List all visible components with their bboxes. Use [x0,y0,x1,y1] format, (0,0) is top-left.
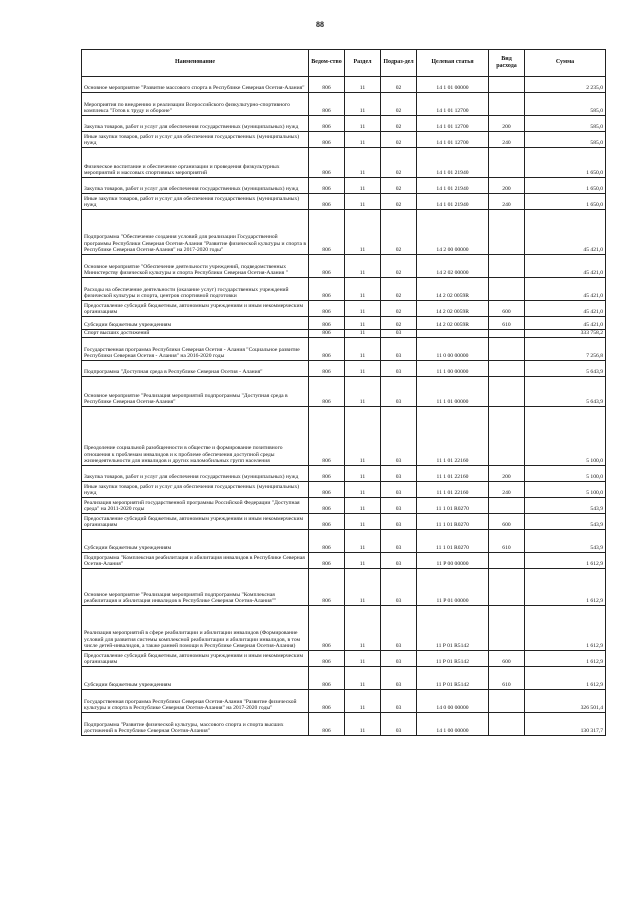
table-row [82,93,606,116]
row-dept: 806 [309,466,345,482]
row-section: 11 [345,361,381,377]
row-article: 14 1 01 00000 [417,77,489,93]
row-sum: 5 643,9 [525,377,606,407]
row-sum: 543,9 [525,498,606,514]
table-row [82,116,606,132]
row-expense: 240 [489,132,525,148]
row-section: 11 [345,77,381,93]
budget-table [81,49,606,736]
row-sum: 45 421,0 [525,255,606,278]
row-dept: 806 [309,407,345,466]
row-expense: 610 [489,317,525,330]
table-row [82,210,606,255]
row-subsection: 02 [381,301,417,317]
row-expense [489,690,525,713]
row-subsection: 03 [381,569,417,606]
row-subsection: 03 [381,553,417,569]
row-article: 11 P 00 00000 [417,553,489,569]
row-expense [489,361,525,377]
row-subsection: 02 [381,255,417,278]
row-article: 14 2 02 0059R [417,301,489,317]
row-sum: 45 421,0 [525,210,606,255]
row-section: 11 [345,651,381,667]
row-sum: 5 643,9 [525,361,606,377]
row-subsection: 03 [381,690,417,713]
row-article: 14 2 02 00000 [417,255,489,278]
table-row [82,338,606,361]
table-row [82,148,606,178]
row-expense: 600 [489,301,525,317]
table-row [82,667,606,690]
row-name: Подпрограмма "Доступная среда в Республике Северная Осетия - Алания" [82,361,309,377]
row-dept: 806 [309,498,345,514]
row-expense: 600 [489,514,525,530]
row-article [417,330,489,338]
row-article: 14 2 00 00000 [417,210,489,255]
row-dept: 806 [309,606,345,651]
row-section: 11 [345,330,381,338]
row-expense [489,77,525,93]
row-subsection: 02 [381,132,417,148]
table-row [82,690,606,713]
row-dept: 806 [309,713,345,736]
row-name: Подпрограмма "Развитие физической культуры, массового спорта и спорта высших достижений в Республике Северная Осетия-Алания" [82,713,309,736]
table-row [82,553,606,569]
row-subsection: 03 [381,330,417,338]
row-name: Иные закупки товаров, работ и услуг для обеспечения государственных (муниципальных) нужд [82,194,309,210]
row-dept: 806 [309,361,345,377]
row-section: 11 [345,690,381,713]
table-row [82,530,606,553]
row-dept: 806 [309,278,345,301]
row-expense [489,255,525,278]
row-sum: 45 421,0 [525,278,606,301]
row-subsection: 03 [381,361,417,377]
row-expense [489,407,525,466]
table-row [82,278,606,301]
row-article: 11 1 00 00000 [417,361,489,377]
row-subsection: 03 [381,667,417,690]
row-section: 11 [345,93,381,116]
table-row [82,713,606,736]
table-row [82,361,606,377]
row-section: 11 [345,116,381,132]
row-expense: 610 [489,530,525,553]
table-row [82,569,606,606]
row-dept: 806 [309,116,345,132]
row-sum: 1 612,9 [525,667,606,690]
row-article: 11 1 01 R0270 [417,514,489,530]
row-expense [489,148,525,178]
table-row [82,77,606,93]
row-dept: 806 [309,690,345,713]
row-name: Государственная программа Республики Северная Осетия-Алания "Развитие физической культуры и спорта в Республике Северная Осетия-Алания" на 2017-2020 годы" [82,690,309,713]
table-row [82,178,606,194]
row-section: 11 [345,530,381,553]
row-sum: 543,9 [525,514,606,530]
table-row [82,377,606,407]
row-subsection: 02 [381,317,417,330]
row-expense [489,569,525,606]
header-sum: Сумма [525,50,606,77]
row-name: Иные закупки товаров, работ и услуг для обеспечения государственных (муниципальных) нужд [82,132,309,148]
row-name: Закупка товаров, работ и услуг для обеспечения государственных (муниципальных) нужд [82,178,309,194]
row-article: 11 0 00 00000 [417,338,489,361]
row-name: Иные закупки товаров, работ и услуг для обеспечения государственных (муниципальных) нужд [82,482,309,498]
row-article: 14 1 01 12700 [417,132,489,148]
row-name: Подпрограмма "Комплексная реабилитация и абилитация инвалидов в Республике Северная Осетия-Алания" [82,553,309,569]
row-article: 11 1 01 22160 [417,466,489,482]
row-article: 14 1 01 21940 [417,148,489,178]
row-section: 11 [345,482,381,498]
row-sum: 5 100,0 [525,407,606,466]
row-name: Государственная программа Республики Северная Осетия - Алания "Социальное развитие Республики Северная Осетия - Алания" на 2016-2020 годы [82,338,309,361]
row-sum: 326 501,4 [525,690,606,713]
row-sum: 585,0 [525,132,606,148]
row-dept: 806 [309,178,345,194]
row-name: Предоставление субсидий бюджетным, автономным учреждениям и иным некоммерческим организациям [82,301,309,317]
row-section: 11 [345,569,381,606]
row-name: Субсидии бюджетным учреждениям [82,667,309,690]
row-expense [489,498,525,514]
row-subsection: 03 [381,651,417,667]
row-expense: 200 [489,178,525,194]
row-sum: 543,9 [525,530,606,553]
row-expense: 200 [489,466,525,482]
header-name: Наименование [82,50,309,77]
row-name: Субсидии бюджетным учреждениям [82,317,309,330]
row-subsection: 03 [381,466,417,482]
row-expense [489,606,525,651]
row-dept: 806 [309,569,345,606]
row-name: Основное мероприятие "Реализация мероприятий подпрограммы "Комплексная реабилитация и абилитация инвалидов в Республике Северная Осетия-Алания"" [82,569,309,606]
row-subsection: 03 [381,377,417,407]
header-dept: Ведом-ство [309,50,345,77]
row-name: Физическое воспитание и обеспечение организации и проведения физкультурных мероприятий и массовых спортивных мероприятий [82,148,309,178]
row-article: 11 1 01 R0270 [417,530,489,553]
row-subsection: 03 [381,482,417,498]
row-dept: 806 [309,482,345,498]
row-section: 11 [345,466,381,482]
row-dept: 806 [309,93,345,116]
row-article: 14 1 01 21940 [417,194,489,210]
row-article: 14 1 01 12700 [417,93,489,116]
row-dept: 806 [309,330,345,338]
row-dept: 806 [309,194,345,210]
table-row [82,194,606,210]
row-dept: 806 [309,317,345,330]
row-section: 11 [345,377,381,407]
row-dept: 806 [309,667,345,690]
row-expense: 600 [489,651,525,667]
row-name: Субсидии бюджетным учреждениям [82,530,309,553]
row-expense: 240 [489,194,525,210]
row-section: 11 [345,178,381,194]
row-name: Основное мероприятие "Реализация мероприятий подпрограммы "Доступная среда в Республике Северная Осетия-Алания" [82,377,309,407]
row-sum: 333 758,2 [525,330,606,338]
table-row [82,317,606,330]
row-section: 11 [345,667,381,690]
row-dept: 806 [309,553,345,569]
row-sum: 1 650,0 [525,178,606,194]
table-row [82,606,606,651]
row-name: Реализация мероприятий в сфере реабилитации и абилитации инвалидов (Формирование условий для развития системы комплексной реабилитации и абилитации инвалидов, в том числе детей-инвалидов, а также ранней помощи в Республике Северная Осетия-Алания) [82,606,309,651]
row-expense [489,210,525,255]
row-dept: 806 [309,132,345,148]
row-name: Основное мероприятие "Развитие массового спорта в Республике Северная Осетия-Алания" [82,77,309,93]
row-name: Предоставление субсидий бюджетным, автономным учреждениям и иным некоммерческим организациям [82,514,309,530]
row-name: Закупка товаров, работ и услуг для обеспечения государственных (муниципальных) нужд [82,116,309,132]
row-subsection: 03 [381,713,417,736]
row-subsection: 02 [381,116,417,132]
table-row [82,498,606,514]
row-dept: 806 [309,255,345,278]
row-article: 11 1 01 R0270 [417,498,489,514]
row-article: 11 P 01 00000 [417,569,489,606]
row-article: 11 P 01 R5142 [417,606,489,651]
row-article: 11 P 01 R5142 [417,667,489,690]
row-sum: 585,0 [525,93,606,116]
table-row [82,255,606,278]
row-subsection: 02 [381,210,417,255]
row-expense: 610 [489,667,525,690]
table-row [82,301,606,317]
row-section: 11 [345,148,381,178]
row-dept: 806 [309,338,345,361]
row-name: Реализация мероприятий государственной программы Российской Федерации "Доступная среда" на 2011-2020 годы [82,498,309,514]
row-subsection: 02 [381,148,417,178]
row-section: 11 [345,278,381,301]
row-name: Закупка товаров, работ и услуг для обеспечения государственных (муниципальных) нужд [82,466,309,482]
row-sum: 7 256,8 [525,338,606,361]
row-section: 11 [345,514,381,530]
row-name: Подпрограмма "Обеспечение создания условий для реализации Государственной программы Республики Северная Осетия-Алания "Развитие физической культуры и спорта в Республике Северная Осетия-Алания" на 2017-2020 годы" [82,210,309,255]
row-name: Мероприятия по внедрению и реализации Всероссийского физкультурно-спортивного комплекса "Готов к труду и обороне" [82,93,309,116]
row-subsection: 03 [381,407,417,466]
row-expense: 240 [489,482,525,498]
row-subsection: 03 [381,606,417,651]
row-expense [489,713,525,736]
row-sum: 1 650,0 [525,194,606,210]
row-section: 11 [345,210,381,255]
row-expense: 200 [489,116,525,132]
row-section: 11 [345,301,381,317]
row-section: 11 [345,255,381,278]
row-section: 11 [345,498,381,514]
row-article: 14 2 02 0059R [417,317,489,330]
row-dept: 806 [309,210,345,255]
row-section: 11 [345,317,381,330]
row-sum: 1 612,9 [525,553,606,569]
row-sum: 2 235,0 [525,77,606,93]
row-subsection: 02 [381,194,417,210]
row-sum: 5 100,0 [525,466,606,482]
row-dept: 806 [309,514,345,530]
row-sum: 45 421,0 [525,317,606,330]
row-subsection: 03 [381,338,417,361]
row-section: 11 [345,132,381,148]
row-article: 14 1 01 21940 [417,178,489,194]
table-row [82,466,606,482]
row-dept: 806 [309,301,345,317]
row-article: 11 1 01 22160 [417,482,489,498]
row-name: Основное мероприятие "Обеспечение деятельности учреждений, подведомственных Министерству физической культуры и спорта Республики Северная Осетия-Алания " [82,255,309,278]
row-dept: 806 [309,377,345,407]
row-subsection: 02 [381,178,417,194]
row-article: 11 P 01 R5142 [417,651,489,667]
row-subsection: 02 [381,278,417,301]
row-subsection: 03 [381,498,417,514]
row-sum: 585,0 [525,116,606,132]
row-subsection: 02 [381,93,417,116]
row-subsection: 03 [381,514,417,530]
row-article: 14 1 01 12700 [417,116,489,132]
row-section: 11 [345,713,381,736]
table-row [82,651,606,667]
table-row [82,482,606,498]
row-section: 11 [345,194,381,210]
table-row [82,132,606,148]
table-header-row [82,50,606,77]
row-dept: 806 [309,651,345,667]
row-subsection: 02 [381,77,417,93]
row-name: Преодоление социальной разобщенности в обществе и формирование позитивного отношения к проблемам инвалидов и к проблеме обеспечения доступной среды жизнедеятельности для инвалидов и других маломобильных групп населения [82,407,309,466]
row-dept: 806 [309,148,345,178]
row-sum: 1 612,9 [525,606,606,651]
row-sum: 5 100,0 [525,482,606,498]
header-expense: Вид расхода [489,50,525,77]
header-article: Целевая статья [417,50,489,77]
row-article: 11 1 01 22160 [417,407,489,466]
row-article: 14 1 00 00000 [417,713,489,736]
row-article: 11 1 01 00000 [417,377,489,407]
row-section: 11 [345,407,381,466]
row-section: 11 [345,553,381,569]
row-name: Предоставление субсидий бюджетным, автономным учреждениям и иным некоммерческим организациям [82,651,309,667]
row-name: Спорт высших достижений [82,330,309,338]
row-expense [489,338,525,361]
row-sum: 45 421,0 [525,301,606,317]
row-expense [489,553,525,569]
row-name: Расходы на обеспечение деятельности (оказание услуг) государственных учреждений физической культуры и спорта, центров спортивной подготовки [82,278,309,301]
row-subsection: 03 [381,530,417,553]
row-sum: 1 612,9 [525,569,606,606]
page-number: 88 [316,20,324,29]
row-expense [489,377,525,407]
table-row [82,514,606,530]
row-section: 11 [345,338,381,361]
row-dept: 806 [309,530,345,553]
row-article: 14 0 00 00000 [417,690,489,713]
table-row [82,330,606,338]
row-expense [489,278,525,301]
row-dept: 806 [309,77,345,93]
row-sum: 1 650,0 [525,148,606,178]
row-sum: 1 612,9 [525,651,606,667]
row-expense [489,330,525,338]
row-sum: 130 317,7 [525,713,606,736]
row-expense [489,93,525,116]
header-section: Раздел [345,50,381,77]
table-row [82,407,606,466]
row-article: 14 2 02 0059R [417,278,489,301]
row-section: 11 [345,606,381,651]
header-subsection: Подраз-дел [381,50,417,77]
